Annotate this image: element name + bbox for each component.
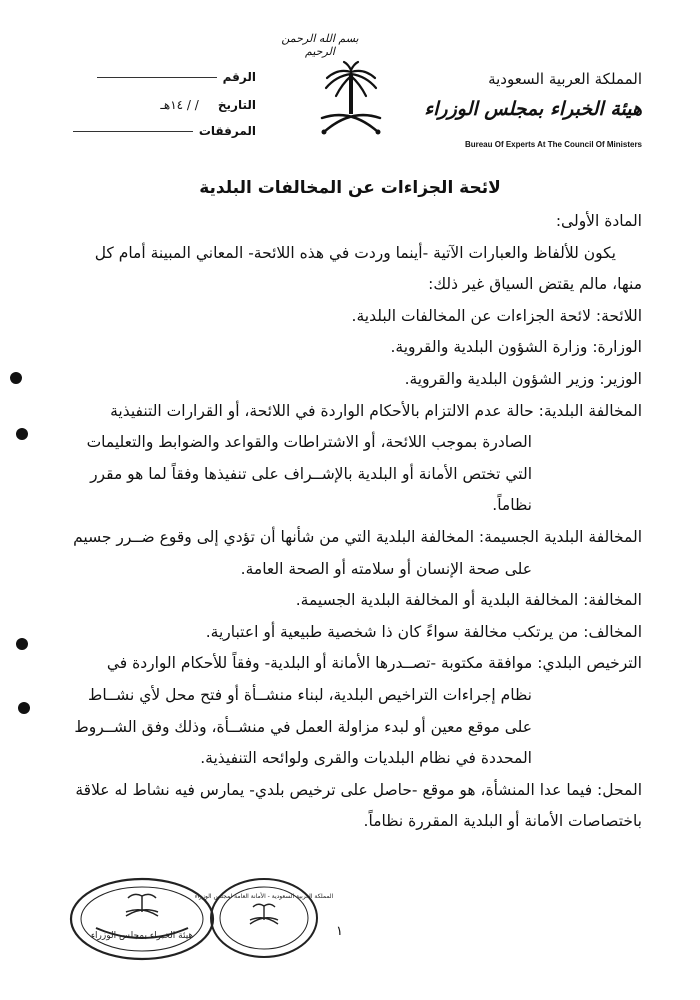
date-value: / / ١٤هـ: [160, 98, 199, 112]
org-name-arabic: المملكة العربية السعودية: [488, 70, 642, 88]
bismillah-text: بسم الله الرحمن الرحيم: [281, 32, 359, 58]
official-seal-right-icon: [194, 876, 334, 960]
date-label: التاريخ: [217, 98, 256, 112]
intro-line: منها، مالم يقتض السياق غير ذلك:: [428, 275, 642, 294]
bureau-name-arabic: هيئة الخبراء بمجلس الوزراء: [424, 98, 642, 120]
definition-violator: المخالف: من يرتكب مخالفة سواءً كان ذا شخصية طبيعية أو اعتبارية.: [205, 622, 642, 641]
saudi-emblem-icon: [318, 62, 384, 142]
seal-left-text: هيئة الخبراء بمجلس الوزراء: [90, 931, 194, 941]
definition-regulation: اللائحة: لائحة الجزاءات عن المخالفات البلدية.: [351, 306, 642, 325]
definition-serious-violation-cont: على صحة الإنسان أو سلامته أو الصحة العامة.: [240, 559, 532, 578]
definition-violation: المخالفة البلدية: حالة عدم الالتزام بالأحكام الواردة في اللائحة، أو القرارات التنفيذية: [110, 401, 642, 420]
article-heading: المادة الأولى:: [555, 212, 642, 230]
bureau-name-english: Bureau Of Experts At The Council Of Ministers: [464, 140, 642, 149]
attachments-line: [73, 131, 193, 132]
seal-right-text: المملكة العربية السعودية - الأمانة العامة لمجلس الوزراء: [194, 893, 334, 900]
definition-license-cont: نظام إجراءات التراخيص البلدية، لبناء منشــأة أو فتح محل لأي نشــاط: [88, 685, 532, 704]
definition-violation-cont: الصادرة بموجب اللائحة، أو الاشتراطات والقواعد والضوابط والتعليمات: [86, 433, 532, 452]
definition-license: الترخيص البلدي: موافقة مكتوبة -تصــدرها الأمانة أو البلدية- وفقاً للأحكام الواردة في: [106, 654, 642, 673]
definition-license-cont: المحددة في نظام البلديات والقرى ولوائحه التنفيذية.: [200, 749, 532, 768]
definition-minister: الوزير: وزير الشؤون البلدية والقروية.: [404, 369, 642, 388]
definition-premises: المحل: فيما عدا المنشأة، هو موقع -حاصل على ترخيص بلدي- يمارس فيه نشاط له علاقة: [75, 780, 642, 799]
reference-line: [97, 77, 217, 78]
definition-violation-cont: نظاماً.: [492, 496, 532, 515]
punch-hole-mark: [16, 428, 28, 440]
attachments-field: [56, 124, 256, 138]
document-title: لائحة الجزاءات عن المخالفات البلدية: [199, 178, 501, 198]
official-seal-left-icon: [68, 876, 216, 962]
page-number: ١: [336, 924, 343, 939]
document-body: [52, 206, 642, 838]
reference-label: الرقم: [222, 70, 256, 84]
definition-serious-violation: المخالفة البلدية الجسيمة: المخالفة البلدية التي من شأنها أن تؤدي إلى وقوع ضــرر جسيم: [73, 527, 642, 546]
definition-premises-cont: باختصاصات الأمانة أو البلدية المقررة نظاماً.: [363, 812, 642, 831]
definition-license-cont: على موقع معين أو لبدء مزاولة العمل في منشــأة، وذلك وفق الشــروط: [74, 717, 532, 736]
punch-hole-mark: [10, 372, 22, 384]
intro-line: يكون للألفاظ والعبارات الآتية -أينما وردت في هذه اللائحة- المعاني المبينة أمام كل: [94, 243, 616, 262]
punch-hole-mark: [16, 638, 28, 650]
definition-ministry: الوزارة: وزارة الشؤون البلدية والقروية.: [390, 338, 642, 357]
reference-field: [56, 70, 256, 84]
date-field: [56, 98, 256, 112]
punch-hole-mark: [18, 702, 30, 714]
definition-violation-cont: التي تختص الأمانة أو البلدية بالإشــراف على تنفيذها وفقاً لما هو مقرر: [90, 464, 532, 483]
attachments-label: المرفقات: [198, 124, 256, 138]
definition-offense: المخالفة: المخالفة البلدية أو المخالفة البلدية الجسيمة.: [295, 591, 642, 610]
